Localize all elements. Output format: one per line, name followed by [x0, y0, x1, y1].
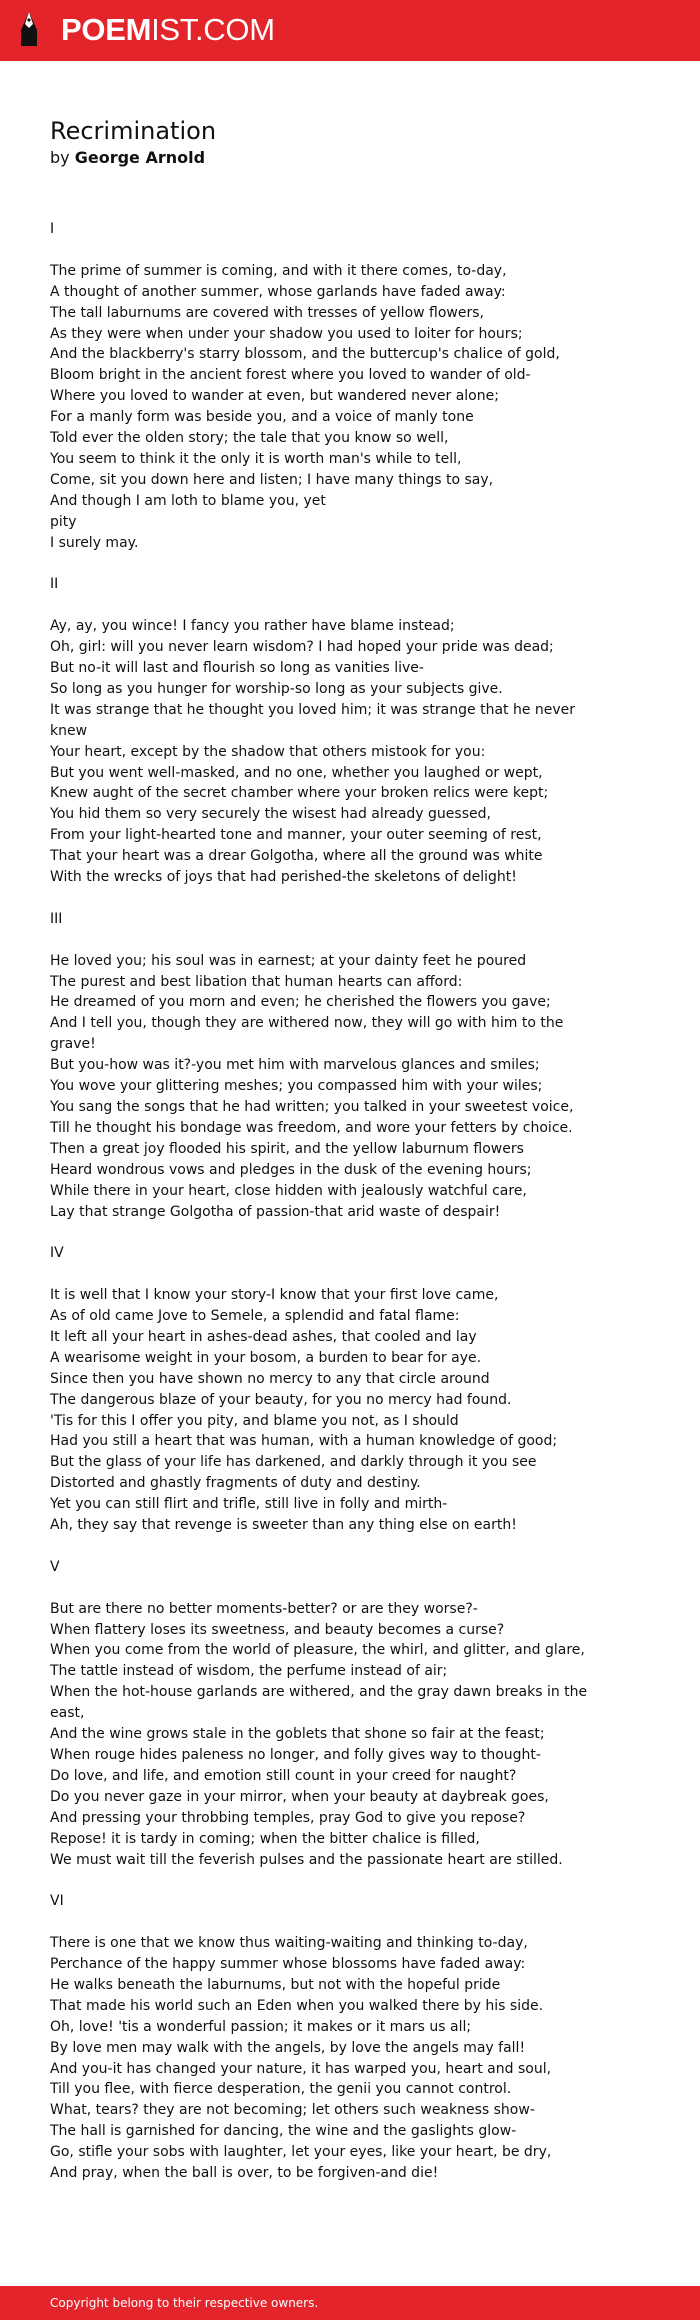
poem-line: Yet you can still flirt and trifle, still live in folly and mirth- — [50, 1496, 448, 1513]
poem-line: That your heart was a drear Golgotha, where all the ground was white — [50, 848, 543, 865]
poem-line: The tattle instead of wisdom, the perfume instead of air; — [50, 1663, 448, 1680]
stanza-spacer — [50, 1222, 590, 1243]
stanza-numeral: III — [50, 910, 63, 927]
poem-line: I surely may. — [50, 534, 139, 551]
poem-line: And you-it has changed your nature, it has warped you, heart and soul, — [50, 2060, 552, 2077]
poem-line: Had you still a heart that was human, with a human knowledge of good; — [50, 1433, 558, 1450]
poem-line: So long as you hunger for worship-so long as your subjects give. — [50, 680, 503, 697]
stanza-spacer — [50, 553, 590, 574]
poem-line: Do you never gaze in your mirror, when your beauty at daybreak goes, — [50, 1788, 549, 1805]
stanza — [50, 574, 590, 908]
site-logo-link[interactable] — [61, 12, 275, 48]
poem-line: Oh, girl: will you never learn wisdom? I had hoped your pride was dead; — [50, 639, 554, 656]
poem-line: You seem to think it the only it is worth man's while to tell, — [50, 450, 462, 467]
poem-line: When the hot-house garlands are withered, and the gray dawn breaks in the east, — [50, 1684, 588, 1722]
poem-line: You sang the songs that he had written; you talked in your sweetest voice, — [50, 1098, 574, 1115]
poem-line: He dreamed of you morn and even; he cherished the flowers you gave; — [50, 994, 551, 1011]
poem-line: But are there no better moments-better? or are they worse?- — [50, 1600, 478, 1617]
poem-line: As of old came Jove to Semele, a splendid and fatal flame: — [50, 1308, 460, 1325]
poem-line: When rouge hides paleness no longer, and folly gives way to thought- — [50, 1747, 541, 1764]
poem-line: Knew aught of the secret chamber where your broken relics were kept; — [50, 785, 549, 802]
stanza-spacer — [50, 240, 590, 261]
poem-line: Bloom bright in the ancient forest where you loved to wander of old- — [50, 367, 531, 384]
poem-line: The hall is garnished for dancing, the wine and the gaslights glow- — [50, 2123, 517, 2140]
poem-line: Perchance of the happy summer whose blossoms have faded away: — [50, 1956, 526, 1973]
stanza — [50, 1891, 590, 2184]
poem-line: Repose! it is tardy in coming; when the bitter chalice is filled, — [50, 1830, 480, 1847]
poem-line: You wove your glittering meshes; you compassed him with your wiles; — [50, 1078, 543, 1095]
poem-line: And pray, when the ball is over, to be forgiven-and die! — [50, 2165, 439, 2182]
poem-line: And I tell you, though they are withered now, they will go with him to the grave! — [50, 1015, 564, 1053]
poem-line: It left all your heart in ashes-dead ashes, that cooled and lay — [50, 1328, 477, 1345]
poem-line: Till he thought his bondage was freedom, and wore your fetters by choice. — [50, 1119, 573, 1136]
poem-line: Heard wondrous vows and pledges in the dusk of the evening hours; — [50, 1161, 532, 1178]
poem-line: And the blackberry's starry blossom, and the buttercup's chalice of gold, — [50, 346, 560, 363]
poem-line: Your heart, except by the shadow that others mistook for you: — [50, 743, 486, 760]
brand-bold: POEM — [61, 12, 152, 47]
stanza-spacer — [50, 1912, 590, 1933]
stanza-numeral: II — [50, 576, 59, 593]
poem-line: When flattery loses its sweetness, and beauty becomes a curse? — [50, 1621, 505, 1638]
poem-line: Ay, ay, you wince! I fancy you rather have blame instead; — [50, 618, 455, 635]
poem-line: Oh, love! 'tis a wonderful passion; it makes or it mars us all; — [50, 2018, 472, 2035]
stanza-spacer — [50, 930, 590, 951]
copyright-text: Copyright belong to their respective owners. — [50, 2296, 319, 2310]
stanza — [50, 1243, 590, 1557]
poem-line: By love men may walk with the angels, by love the angels may fall! — [50, 2039, 526, 2056]
stanza-spacer — [50, 1870, 590, 1891]
stanza-numeral: IV — [50, 1245, 64, 1262]
poem-line: And though I am loth to blame you, yet — [50, 492, 326, 509]
pen-nib-icon — [18, 10, 40, 50]
author-name[interactable]: George Arnold — [74, 148, 206, 167]
stanza-numeral: V — [50, 1558, 60, 1575]
brand-light: IST.COM — [151, 12, 275, 47]
poem-line: As they were when under your shadow you used to loiter for hours; — [50, 325, 523, 342]
poem-line: The prime of summer is coming, and with it there comes, to-day, — [50, 262, 507, 279]
stanza — [50, 219, 590, 574]
poem-line: From your light-hearted tone and manner, your outer seeming of rest, — [50, 827, 542, 844]
poem-line: Lay that strange Golgotha of passion-that arid waste of despair! — [50, 1203, 501, 1220]
stanza-spacer — [50, 1536, 590, 1557]
poem-line: Go, stifle your sobs with laughter, let your eyes, like your heart, be dry, — [50, 2144, 552, 2161]
poem-line: Distorted and ghastly fragments of duty and destiny. — [50, 1475, 421, 1492]
poem-line: And the wine grows stale in the goblets that shone so fair at the feast; — [50, 1726, 545, 1743]
stanza-spacer — [50, 1578, 590, 1599]
poem-line: Since then you have shown no mercy to any that circle around — [50, 1370, 490, 1387]
poem-line: Told ever the olden story; the tale that you know so well, — [50, 430, 449, 447]
poem-line: That made his world such an Eden when you walked there by his side. — [50, 1997, 544, 2014]
poem-line: But you-how was it?-you met him with marvelous glances and smiles; — [50, 1057, 540, 1074]
poem-line: But no-it will last and flourish so long as vanities live- — [50, 659, 424, 676]
poem-line: You hid them so very securely the wisest had already guessed, — [50, 806, 491, 823]
stanza-spacer — [50, 888, 590, 909]
poem-line: But the glass of your life has darkened, and darkly through it you see — [50, 1454, 537, 1471]
poem-line: pity — [50, 513, 77, 530]
poem-line: The tall laburnums are covered with tresses of yellow flowers, — [50, 304, 484, 321]
poem-line: When you come from the world of pleasure, the whirl, and glitter, and glare, — [50, 1642, 585, 1659]
poem-line: We must wait till the feverish pulses and the passionate heart are stilled. — [50, 1851, 563, 1868]
poem-line: While there in your heart, close hidden with jealously watchful care, — [50, 1182, 527, 1199]
poem-line: 'Tis for this I offer you pity, and blame you not, as I should — [50, 1412, 459, 1429]
poem-line: But you went well-masked, and no one, whether you laughed or wept, — [50, 764, 543, 781]
poem-line: He loved you; his soul was in earnest; at your dainty feet he poured — [50, 952, 527, 969]
poem-line: The dangerous blaze of your beauty, for you no mercy had found. — [50, 1391, 512, 1408]
byline — [50, 147, 205, 169]
stanza — [50, 909, 590, 1243]
stanza-spacer — [50, 595, 590, 616]
stanza — [50, 1557, 590, 1891]
site-footer — [0, 2286, 700, 2320]
poem-line: A thought of another summer, whose garlands have faded away: — [50, 283, 506, 300]
stanza-spacer — [50, 1264, 590, 1285]
poem-line: Then a great joy flooded his spirit, and the yellow laburnum flowers — [50, 1140, 524, 1157]
poem-body — [50, 219, 590, 2184]
poem-line: Do love, and life, and emotion still count in your creed for naught? — [50, 1767, 517, 1784]
poem-line: The purest and best libation that human hearts can afford: — [50, 973, 463, 990]
poem-line: A wearisome weight in your bosom, a burden to bear for aye. — [50, 1349, 482, 1366]
stanza-numeral: I — [50, 221, 55, 237]
poem-line: And pressing your throbbing temples, pray God to give you repose? — [50, 1809, 526, 1826]
poem-line: Where you loved to wander at even, but wandered never alone; — [50, 388, 499, 405]
poem-line: Till you flee, with fierce desperation, the genii you cannot control. — [50, 2081, 512, 2098]
poem-line: With the wrecks of joys that had perished-the skeletons of delight! — [50, 869, 517, 886]
stanza-numeral: VI — [50, 1893, 64, 1910]
poem-line: It is well that I know your story-I know that your first love came, — [50, 1287, 499, 1304]
poem-line: There is one that we know thus waiting-waiting and thinking to-day, — [50, 1935, 528, 1952]
poem-line: What, tears? they are not becoming; let others such weakness show- — [50, 2102, 535, 2119]
poem-line: He walks beneath the laburnums, but not with the hopeful pride — [50, 1976, 501, 1993]
poem-line: Ah, they say that revenge is sweeter than any thing else on earth! — [50, 1517, 517, 1534]
poem-line: It was strange that he thought you loved him; it was strange that he never knew — [50, 701, 576, 739]
poem-title: Recrimination — [50, 117, 217, 145]
poem-line: Come, sit you down here and listen; I have many things to say, — [50, 471, 494, 488]
poem-line: For a manly form was beside you, and a voice of manly tone — [50, 409, 474, 426]
site-header — [0, 0, 700, 61]
by-label: by — [50, 148, 70, 167]
